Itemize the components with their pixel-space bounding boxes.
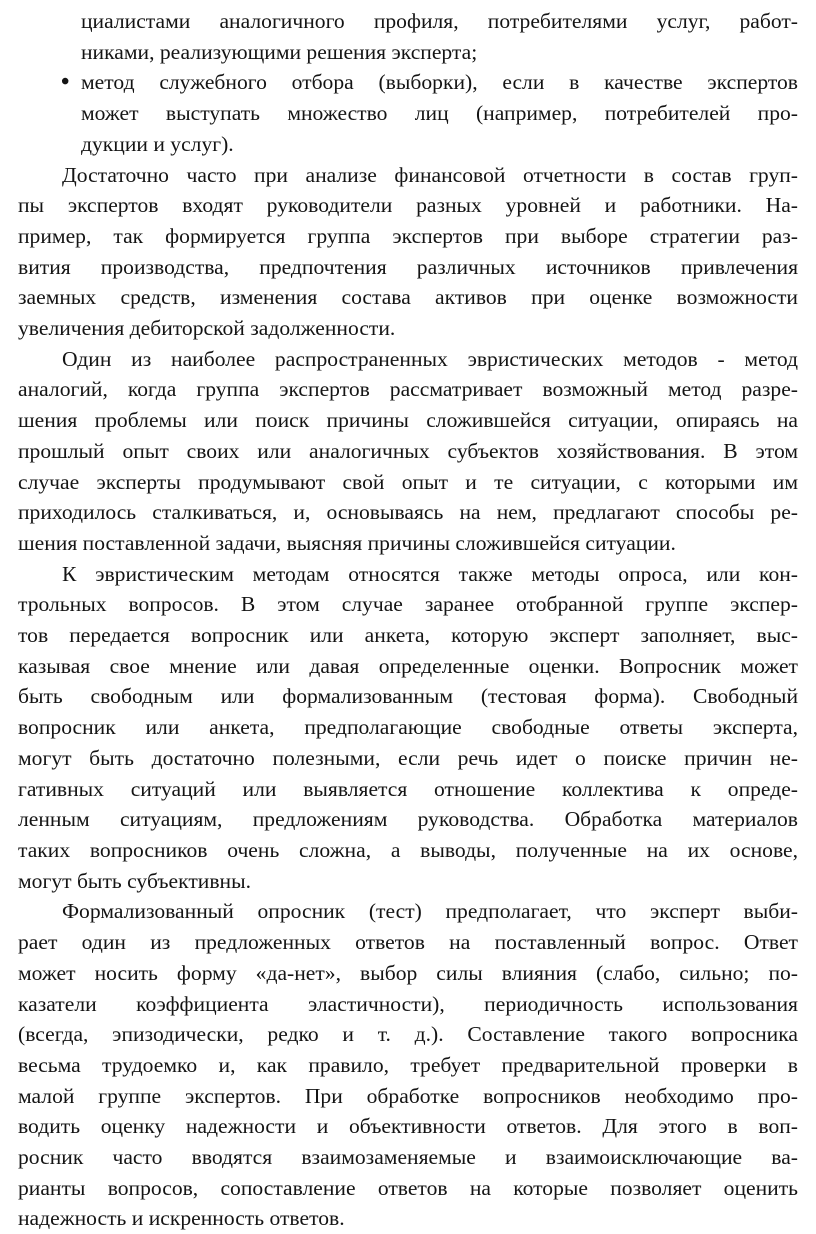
text-line: К эвристическим методам относятся также методы опроса, или кон- [62, 561, 798, 586]
text-line: ленным ситуациям, предложениям руководства. Обработка материалов [18, 807, 798, 832]
text-line: заемных средств, изменения состава активов при оценке возможности [18, 285, 798, 310]
text-line: дукции и услуг). [81, 131, 234, 156]
text-line: увеличения дебиторской задолженности. [18, 316, 396, 341]
text-line: пы экспертов входят руководители разных уровней и работники. На- [18, 193, 798, 218]
text-line: может носить форму «да-нет», выбор силы влияния (слабо, сильно; по- [18, 960, 798, 985]
text-line: могут быть субъективны. [18, 868, 251, 893]
text-line: вития производства, предпочтения различных источников привлечения [18, 254, 798, 279]
text-line: приходилось сталкиваться, и, основываясь на нем, предлагают способы ре- [18, 500, 798, 525]
text-line: весьма трудоемко и, как правило, требует предварительной проверки в [18, 1052, 798, 1077]
text-line: казатели коэффициента эластичности), периодичность использования [18, 991, 798, 1016]
text-line: (всегда, эпизодически, редко и т. д.). Составление такого вопросника [18, 1022, 798, 1047]
list-item [18, 67, 798, 159]
text-line: может выступать множество лиц (например, потребителей про- [81, 101, 798, 126]
bullet-marker: • [61, 69, 70, 96]
list-item-continuation [18, 6, 798, 67]
text-line: Формализованный опросник (тест) предполагает, что эксперт выби- [62, 899, 798, 924]
text-line: водить оценку надежности и объективности ответов. Для этого в воп- [18, 1114, 798, 1139]
text-line: рает один из предложенных ответов на поставленный вопрос. Ответ [18, 930, 798, 955]
text-line: аналогий, когда группа экспертов рассматривает возможный метод разре- [18, 377, 798, 402]
text-line: Один из наиболее распространенных эвристических методов - метод [62, 346, 798, 371]
text-line: вопросник или анкета, предполагающие свободные ответы эксперта, [18, 715, 798, 740]
text-line: быть свободным или формализованным (тестовая форма). Свободный [18, 684, 798, 709]
text-line: надежность и искренность ответов. [18, 1206, 345, 1231]
text-line: случае эксперты продумывают свой опыт и те ситуации, с которыми им [18, 469, 798, 494]
paragraph [18, 344, 798, 559]
text-line: никами, реализующими решения эксперта; [81, 39, 478, 64]
text-line: рианты вопросов, сопоставление ответов на которые позволяет оценить [18, 1175, 798, 1200]
text-line: гативных ситуаций или выявляется отношение коллектива к опреде- [18, 776, 798, 801]
text-line: Достаточно часто при анализе финансовой отчетности в состав груп- [62, 162, 798, 187]
paragraph [18, 559, 798, 897]
text-line: метод служебного отбора (выборки), если в качестве экспертов [81, 70, 798, 95]
text-line: могут быть достаточно полезными, если речь идет о поиске причин не- [18, 745, 798, 770]
text-line: таких вопросников очень сложна, а выводы, полученные на их основе, [18, 837, 798, 862]
paragraph [18, 160, 798, 344]
text-line: малой группе экспертов. При обработке вопросников необходимо про- [18, 1083, 798, 1108]
text-line: трольных вопросов. В этом случае заранее отобранной группе экспер- [18, 592, 798, 617]
text-line: тов передается вопросник или анкета, которую эксперт заполняет, выс- [18, 623, 798, 648]
paragraph [18, 896, 798, 1234]
text-line: казывая свое мнение или давая определенные оценки. Вопросник может [18, 653, 798, 678]
text-line: шения проблемы или поиск причины сложившейся ситуации, опираясь на [18, 408, 798, 433]
text-line: циалистами аналогичного профиля, потребителями услуг, работ- [81, 9, 798, 33]
text-line: прошлый опыт своих или аналогичных субъектов хозяйствования. В этом [18, 438, 798, 463]
text-line: росник часто вводятся взаимозаменяемые и взаимоисключающие ва- [18, 1145, 798, 1170]
text-line: пример, так формируется группа экспертов при выборе стратегии раз- [18, 223, 798, 248]
text-line: шения поставленной задачи, выясняя причины сложившейся ситуации. [18, 530, 676, 555]
